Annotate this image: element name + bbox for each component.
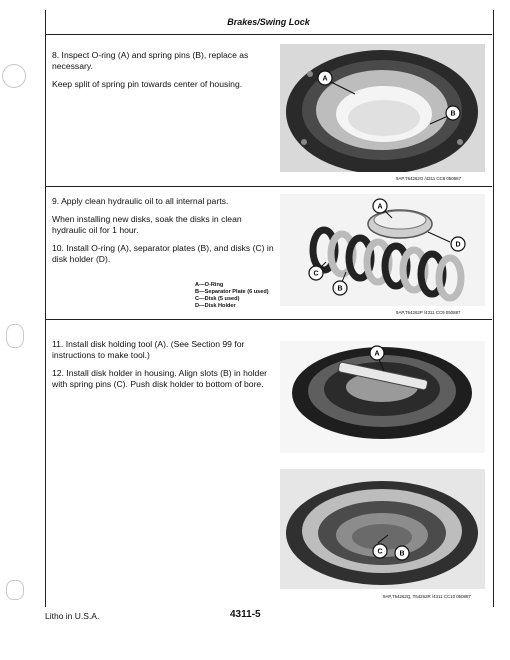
litho-note: Litho in U.S.A.: [45, 611, 100, 621]
section-text: [52, 50, 277, 97]
housing-photo: [280, 44, 485, 172]
tool-illustration: [280, 341, 485, 453]
page-header: Brakes/Swing Lock: [45, 10, 492, 35]
svg-text:D: D: [455, 241, 461, 249]
svg-text:A: A: [377, 203, 383, 211]
paragraph: 12. Install disk holder in housing. Align slots (B) in holder with spring pins (C). Push disk holder to bottom of bore.: [52, 368, 267, 389]
legend-item: D—Disk Holder: [195, 303, 236, 309]
tool-photo: [280, 341, 485, 453]
photo-code: 9AP,T64262P /4311 CC9 050887: [396, 310, 461, 315]
svg-text:B: B: [337, 285, 343, 293]
page-number: 4311-5: [230, 609, 261, 620]
section-text: [52, 339, 277, 397]
housing-illustration: [280, 44, 485, 172]
section-step-9-10: [45, 186, 492, 320]
svg-text:B: B: [399, 550, 405, 558]
punch-hole-mark: [6, 324, 24, 348]
section-step-8: [45, 34, 492, 187]
callout-c: [373, 544, 387, 558]
legend-item: C—Disk (5 used): [195, 296, 240, 302]
svg-text:A: A: [374, 350, 380, 358]
disks-illustration: [280, 194, 485, 306]
callout-b: [446, 106, 460, 120]
svg-text:C: C: [377, 548, 383, 556]
callout-d: [451, 237, 465, 251]
paragraph: Keep split of spring pin towards center of housing.: [52, 79, 243, 89]
disks-photo: [280, 194, 485, 306]
parts-legend: [195, 282, 269, 310]
callout-a: [318, 71, 332, 85]
callout-a: [370, 346, 384, 360]
photo-code: 9AP,T64262O /4311 CC8 050887: [396, 176, 462, 181]
legend-item: B—Separator Plate (6 used): [195, 289, 269, 295]
photo-code: 9AP,T64262Q, T64262R /4311 CC10 050887: [383, 594, 471, 599]
holder-illustration: [280, 469, 485, 589]
punch-hole-mark: [6, 580, 24, 600]
svg-text:C: C: [313, 270, 319, 278]
punch-hole-mark: [2, 64, 26, 88]
holder-photo: [280, 469, 485, 589]
paragraph: 8. Inspect O-ring (A) and spring pins (B), replace as necessary.: [52, 50, 249, 71]
callout-c: [309, 266, 323, 280]
legend-item: A—O-Ring: [195, 282, 224, 288]
paragraph: 11. Install disk holding tool (A). (See Section 99 for instructions to make tool.): [52, 339, 245, 360]
callout-a: [373, 199, 387, 213]
paragraph: 9. Apply clean hydraulic oil to all internal parts.: [52, 196, 229, 206]
paragraph: When installing new disks, soak the disks in clean hydraulic oil for 1 hour.: [52, 214, 242, 235]
section-step-11-12: [45, 319, 492, 607]
section-text: [52, 196, 277, 272]
svg-text:B: B: [450, 110, 456, 118]
svg-text:A: A: [322, 75, 328, 83]
paragraph: 10. Install O-ring (A), separator plates (B), and disks (C) in disk holder (D).: [52, 243, 274, 264]
callout-b: [395, 546, 409, 560]
callout-b: [333, 281, 347, 295]
